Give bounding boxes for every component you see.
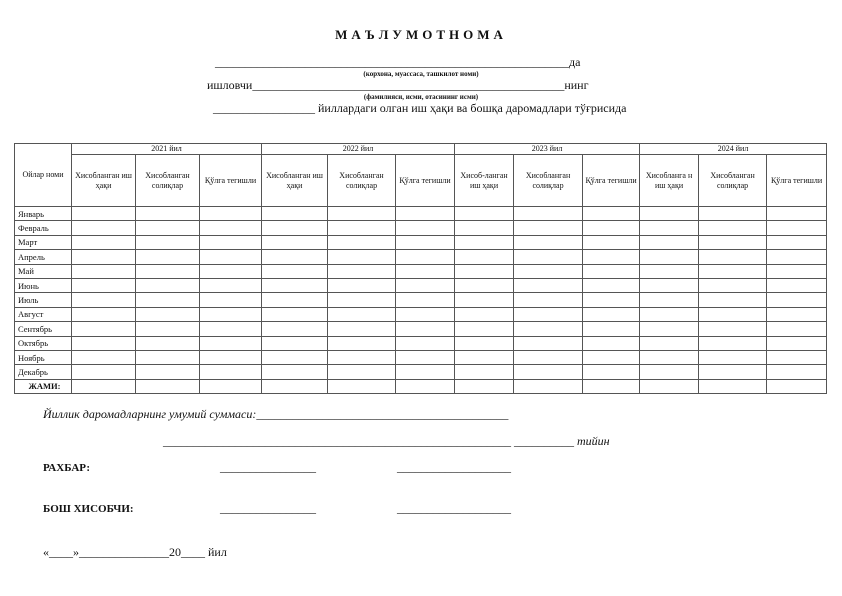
table-cell	[699, 379, 767, 393]
table-cell	[699, 322, 767, 336]
table-cell	[514, 322, 583, 336]
table-cell	[72, 278, 136, 292]
employee-line: ишловчи____________________________________________________нинг	[207, 78, 589, 92]
month-name: Ноябрь	[15, 350, 72, 364]
table-cell	[262, 250, 328, 264]
table-cell	[328, 278, 396, 292]
table-row	[15, 250, 827, 264]
table-cell	[583, 207, 640, 221]
chief-accountant-label: БОШ ХИСОБЧИ:	[43, 503, 134, 515]
month-name: Декабрь	[15, 365, 72, 379]
table-cell	[396, 307, 455, 321]
head-label: РАХБАР:	[43, 462, 91, 474]
table-cell	[640, 207, 699, 221]
table-cell	[200, 264, 262, 278]
table-cell	[699, 278, 767, 292]
table-cell	[699, 250, 767, 264]
table-cell	[200, 250, 262, 264]
table-cell	[583, 221, 640, 235]
month-column-header: Ойлар номи	[15, 144, 72, 207]
table-cell	[328, 322, 396, 336]
table-cell	[640, 264, 699, 278]
month-name: Февраль	[15, 221, 72, 235]
table-cell	[640, 221, 699, 235]
table-row	[15, 365, 827, 379]
table-cell	[455, 221, 514, 235]
date-line: «____»_______________20____ йил	[43, 545, 227, 559]
organization-line: ___________________________________________________________да	[215, 55, 581, 69]
table-cell	[328, 264, 396, 278]
table-cell	[328, 379, 396, 393]
table-cell	[767, 379, 827, 393]
table-cell	[396, 350, 455, 364]
table-cell	[640, 235, 699, 249]
table-cell	[699, 293, 767, 307]
year-header: 2021 йил	[72, 144, 262, 155]
table-cell	[455, 379, 514, 393]
table-cell	[514, 264, 583, 278]
table-row	[15, 207, 827, 221]
table-cell	[455, 264, 514, 278]
table-cell	[328, 307, 396, 321]
table-cell	[200, 235, 262, 249]
table-cell	[640, 365, 699, 379]
column-subheader: Хисобланган солиқлар	[328, 155, 396, 207]
table-cell	[262, 379, 328, 393]
table-cell	[200, 350, 262, 364]
year-header: 2024 йил	[640, 144, 827, 155]
income-table	[14, 143, 827, 394]
table-cell	[699, 336, 767, 350]
table-cell	[767, 264, 827, 278]
amount-words-line	[163, 434, 610, 449]
table-cell	[514, 350, 583, 364]
table-cell	[455, 365, 514, 379]
table-cell	[767, 235, 827, 249]
table-cell	[583, 264, 640, 278]
table-cell	[136, 307, 200, 321]
table-cell	[136, 264, 200, 278]
table-cell	[583, 293, 640, 307]
table-cell	[699, 365, 767, 379]
table-cell	[640, 379, 699, 393]
month-name: Октябрь	[15, 336, 72, 350]
year-header: 2022 йил	[262, 144, 455, 155]
table-cell	[767, 322, 827, 336]
table-cell	[328, 207, 396, 221]
table-cell	[396, 336, 455, 350]
table-cell	[328, 350, 396, 364]
table-cell	[514, 221, 583, 235]
table-cell	[72, 322, 136, 336]
table-cell	[72, 350, 136, 364]
table-cell	[514, 307, 583, 321]
table-cell	[455, 350, 514, 364]
table-cell	[583, 322, 640, 336]
total-label: ЖАМИ:	[15, 379, 72, 393]
month-name: Июль	[15, 293, 72, 307]
table-cell	[514, 278, 583, 292]
column-subheader: Хисобланган солиқлар	[514, 155, 583, 207]
table-cell	[262, 221, 328, 235]
column-subheader: Қўлга тегишли	[200, 155, 262, 207]
table-cell	[640, 322, 699, 336]
table-cell	[583, 278, 640, 292]
column-subheader: Хисобланган солиқлар	[699, 155, 767, 207]
organization-caption: (корхона, муассаса, ташкилот номи)	[363, 70, 479, 78]
table-cell	[455, 336, 514, 350]
table-cell	[514, 235, 583, 249]
table-cell	[72, 250, 136, 264]
table-cell	[328, 250, 396, 264]
table-cell	[699, 264, 767, 278]
table-cell	[583, 365, 640, 379]
table-cell	[699, 235, 767, 249]
table-cell	[136, 336, 200, 350]
table-cell	[640, 278, 699, 292]
table-cell	[514, 379, 583, 393]
table-cell	[72, 307, 136, 321]
table-cell	[72, 379, 136, 393]
column-subheader: Қўлга тегишли	[767, 155, 827, 207]
column-subheader: Хисоб-ланган иш ҳақи	[455, 155, 514, 207]
head-name-line: ___________________	[397, 460, 511, 474]
column-subheader: Қўлга тегишли	[396, 155, 455, 207]
table-cell	[72, 365, 136, 379]
table-cell	[262, 365, 328, 379]
table-cell	[262, 264, 328, 278]
table-cell	[455, 207, 514, 221]
table-cell	[200, 221, 262, 235]
table-cell	[396, 221, 455, 235]
table-row	[15, 350, 827, 364]
table-cell	[640, 250, 699, 264]
table-cell	[455, 307, 514, 321]
table-cell	[396, 293, 455, 307]
table-cell	[328, 336, 396, 350]
table-cell	[72, 264, 136, 278]
column-subheader: Хисобланга н иш ҳақи	[640, 155, 699, 207]
table-cell	[767, 307, 827, 321]
table-cell	[455, 293, 514, 307]
table-cell	[200, 336, 262, 350]
table-cell	[200, 293, 262, 307]
amount-line: __________________________________________________________ __________	[163, 434, 574, 448]
column-subheader: Қўлга тегишли	[583, 155, 640, 207]
table-cell	[640, 336, 699, 350]
table-cell	[455, 278, 514, 292]
table-row	[15, 307, 827, 321]
table-cell	[514, 336, 583, 350]
head-signature-line: ________________	[220, 460, 316, 474]
table-cell	[767, 221, 827, 235]
table-cell	[396, 207, 455, 221]
table-cell	[396, 379, 455, 393]
table-cell	[200, 379, 262, 393]
table-row	[15, 221, 827, 235]
table-cell	[72, 336, 136, 350]
table-row	[15, 322, 827, 336]
table-cell	[136, 350, 200, 364]
table-cell	[136, 293, 200, 307]
table-row	[15, 235, 827, 249]
table-cell	[767, 250, 827, 264]
table-cell	[72, 207, 136, 221]
table-cell	[640, 293, 699, 307]
table-cell	[262, 207, 328, 221]
table-cell	[767, 336, 827, 350]
accountant-name-line: ___________________	[397, 501, 511, 515]
month-name: Май	[15, 264, 72, 278]
table-cell	[262, 336, 328, 350]
table-cell	[136, 322, 200, 336]
table-cell	[455, 250, 514, 264]
month-name: Июнь	[15, 278, 72, 292]
column-subheader: Хисобланган солиқлар	[136, 155, 200, 207]
table-cell	[583, 235, 640, 249]
total-row	[15, 379, 827, 393]
table-cell	[767, 293, 827, 307]
table-cell	[200, 278, 262, 292]
column-subheader: Хисобланган иш ҳақи	[262, 155, 328, 207]
table-row	[15, 278, 827, 292]
month-name: Август	[15, 307, 72, 321]
table-cell	[514, 365, 583, 379]
table-cell	[136, 235, 200, 249]
table-cell	[136, 365, 200, 379]
table-cell	[328, 293, 396, 307]
table-cell	[396, 250, 455, 264]
month-name: Январь	[15, 207, 72, 221]
table-cell	[72, 293, 136, 307]
table-cell	[328, 235, 396, 249]
table-cell	[583, 379, 640, 393]
table-cell	[699, 207, 767, 221]
table-cell	[328, 365, 396, 379]
table-cell	[136, 379, 200, 393]
table-cell	[583, 250, 640, 264]
table-cell	[767, 365, 827, 379]
table-row	[15, 293, 827, 307]
table-cell	[200, 207, 262, 221]
table-cell	[72, 221, 136, 235]
table-cell	[72, 235, 136, 249]
table-cell	[583, 350, 640, 364]
table-cell	[200, 322, 262, 336]
table-cell	[583, 336, 640, 350]
table-cell	[767, 278, 827, 292]
table-cell	[514, 250, 583, 264]
table-cell	[396, 365, 455, 379]
table-cell	[200, 365, 262, 379]
table-cell	[583, 307, 640, 321]
table-cell	[262, 235, 328, 249]
table-cell	[640, 307, 699, 321]
table-cell	[396, 235, 455, 249]
table-cell	[640, 350, 699, 364]
table-cell	[136, 207, 200, 221]
annual-sum-line: Йиллик даромадларнинг умумий суммаси:__________________________________________	[43, 407, 509, 421]
table-cell	[136, 250, 200, 264]
table-cell	[200, 307, 262, 321]
table-row	[15, 336, 827, 350]
table-cell	[396, 322, 455, 336]
table-cell	[767, 207, 827, 221]
table-cell	[514, 207, 583, 221]
table-cell	[699, 307, 767, 321]
table-cell	[262, 293, 328, 307]
table-cell	[514, 293, 583, 307]
accountant-signature-line: ________________	[220, 501, 316, 515]
table-cell	[136, 278, 200, 292]
month-name: Март	[15, 235, 72, 249]
table-cell	[136, 221, 200, 235]
table-cell	[767, 350, 827, 364]
table-cell	[262, 307, 328, 321]
table-cell	[396, 278, 455, 292]
tiyin-label: тийин	[577, 434, 610, 448]
table-row	[15, 264, 827, 278]
table-cell	[699, 350, 767, 364]
table-cell	[262, 278, 328, 292]
year-header: 2023 йил	[455, 144, 640, 155]
table-cell	[328, 221, 396, 235]
employee-caption: (фамилияси, исми, отасининг исми)	[363, 93, 479, 101]
table-cell	[699, 221, 767, 235]
month-name: Сентябрь	[15, 322, 72, 336]
table-cell	[455, 235, 514, 249]
table-cell	[396, 264, 455, 278]
document-title: МАЪЛУМОТНОМА	[335, 27, 507, 42]
month-name: Апрель	[15, 250, 72, 264]
column-subheader: Хисобланган иш ҳақи	[72, 155, 136, 207]
table-cell	[262, 350, 328, 364]
table-cell	[262, 322, 328, 336]
period-line: _________________ йиллардаги олган иш ҳақи ва бошқа даромадлари тўғрисида	[213, 101, 627, 115]
table-cell	[455, 322, 514, 336]
